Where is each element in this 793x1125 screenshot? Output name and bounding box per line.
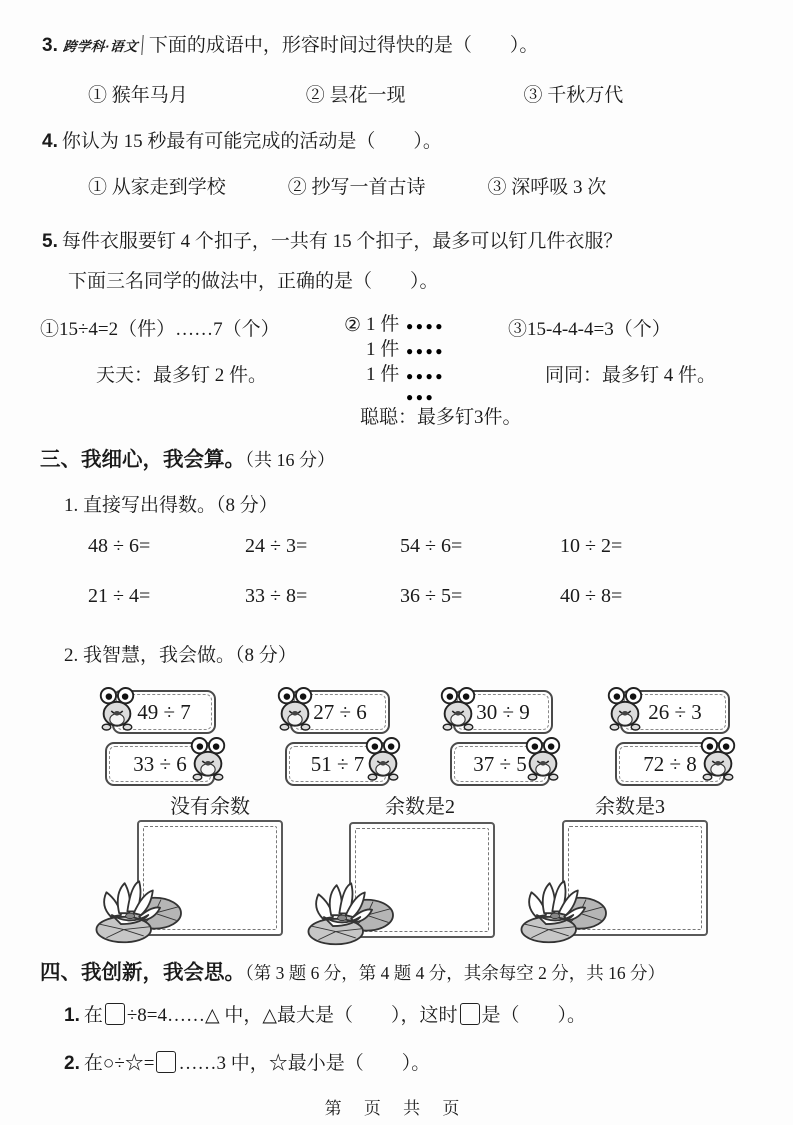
calc-problem: 40 ÷ 8= [560,585,623,607]
question-5-text1: 每件衣服要钉 4 个扣子，一共有 15 个扣子，最多可以钉几件衣服？ [61,231,623,252]
calc-problem: 48 ÷ 6= [88,535,151,557]
water-lily-icon [516,870,616,950]
question-5-text2: 下面三名同学的做法中，正确的是（ ）。 [68,271,439,292]
frog-icon [604,684,646,734]
blank-square-symbol [105,1003,125,1025]
card-expression: 26 ÷ 3 [648,699,702,724]
section-4-q2-text1: 在○÷☆= [83,1053,155,1074]
calc-problem: 10 ÷ 2= [560,535,623,557]
frog-icon [362,734,404,784]
expression-card [290,690,390,734]
answer-box-no-remainder [137,820,283,936]
dot-row-1: 1 件 ●●●● [366,314,445,335]
section-4-heading [40,955,665,985]
question-3-option-3: ③ 千秋万代 [523,85,624,106]
calc-problem: 36 ÷ 5= [400,585,463,607]
category-label: 余数是3 [595,796,665,818]
method-2-answer: 聪聪：最多钉3件。 [360,407,522,428]
frog-icon [697,734,739,784]
question-4 [42,126,442,153]
expression-card [450,742,550,786]
question-4-option-2: ② 抄写一首古诗 [287,177,426,198]
expression-card [453,690,553,734]
section-4-score: （第 3 题 6 分，第 4 题 4 分，其余每空 2 分，共 16 分） [245,963,665,983]
section-4-q2 [64,1048,430,1075]
answer-box-remainder-3 [562,820,708,936]
frog-icon [437,684,479,734]
expression-card [105,742,215,786]
frog-icon [96,684,138,734]
card-expression: 27 ÷ 6 [313,699,367,724]
cross-subject-badge: 跨学科·语文 [61,35,143,55]
answer-box-remainder-2 [349,822,495,938]
section-3-heading [40,442,335,472]
section-4-title: 四、我创新，我会思。 [40,961,245,984]
section-4-q1-text2: ÷8=4……△ 中，△最大是（ ），这时 [126,1005,458,1026]
category-label: 没有余数 [170,796,250,818]
question-5-line1 [42,226,622,253]
blank-square-symbol [460,1003,480,1025]
frog-icon [522,734,564,784]
calc-problem: 21 ÷ 4= [88,585,151,607]
question-4-options [88,172,606,199]
buttons-dots: ●●●● [406,369,445,383]
question-3-text: 下面的成语中，形容时间过得快的是（ ）。 [148,35,539,56]
question-3-option-2: ② 昙花一现 [305,85,406,106]
section-4-q1-text3: 是（ ）。 [481,1005,587,1026]
dot-row-3: 1 件 ●●●● [366,364,445,385]
method-2-diagram [366,312,445,407]
question-4-option-1: ① 从家走到学校 [88,177,226,198]
method-2-marker: ② [344,315,362,336]
question-3-options [88,80,623,107]
question-3-option-1: ① 猴年马月 [88,85,188,106]
matching-subsection-title: 2. 我智慧，我会做。（8 分） [64,645,297,666]
section-4-q2-text2: ……3 中，☆最小是（ ）。 [178,1053,431,1074]
question-5-number: 5. [42,231,58,252]
water-lily-icon [91,870,191,950]
calc-problem: 54 ÷ 6= [400,535,463,557]
expression-card [112,690,216,734]
calc-problem: 33 ÷ 8= [245,585,308,607]
page-footer: 第 页 共 页 [324,1099,469,1118]
section-4-q2-number: 2. [64,1053,80,1074]
section-4-q1-text1: 在 [83,1005,103,1026]
section-4-q1 [64,1000,586,1027]
expression-card [285,742,390,786]
section-4-q1-number: 1. [64,1005,80,1026]
frog-icon [274,684,316,734]
card-expression: 72 ÷ 8 [643,751,697,776]
card-expression: 51 ÷ 7 [310,751,365,776]
question-5-line2 [68,266,439,293]
method-3-answer: 同同：最多钉 4 件。 [545,365,717,386]
buttons-dots: ●●●● [406,319,445,333]
method-3-formula: ③15-4-4-4=3（个） [508,319,671,340]
card-expression: 30 ÷ 9 [476,699,530,724]
question-4-text: 你认为 15 秒最有可能完成的活动是（ ）。 [61,131,442,152]
expression-card [615,742,725,786]
buttons-dots: ●●●● [406,344,445,358]
card-expression: 49 ÷ 7 [137,699,191,724]
calc-subsection-title: 1. 直接写出得数。（8 分） [64,495,278,516]
question-4-number: 4. [42,131,58,152]
expression-card [620,690,730,734]
question-3-number: 3. [42,35,58,56]
card-expression: 37 ÷ 5 [473,751,527,776]
question-4-option-3: ③ 深呼吸 3 次 [487,177,607,198]
dot-row-2: 1 件 ●●●● [366,339,445,360]
method-1-answer: 天天：最多钉 2 件。 [96,365,268,386]
water-lily-icon [303,872,403,952]
section-3-score: （共 16 分） [245,450,335,470]
section-3-title: 三、我细心，我会算。 [40,448,245,471]
calc-problem: 24 ÷ 3= [245,535,308,557]
card-expression: 33 ÷ 6 [133,751,187,776]
method-1-formula: ①15÷4=2（件）……7（个） [40,319,280,340]
blank-square-symbol [156,1051,176,1073]
buttons-dots: ●●● [406,390,436,404]
question-3 [42,30,538,57]
frog-icon [187,734,229,784]
category-label: 余数是2 [385,796,455,818]
